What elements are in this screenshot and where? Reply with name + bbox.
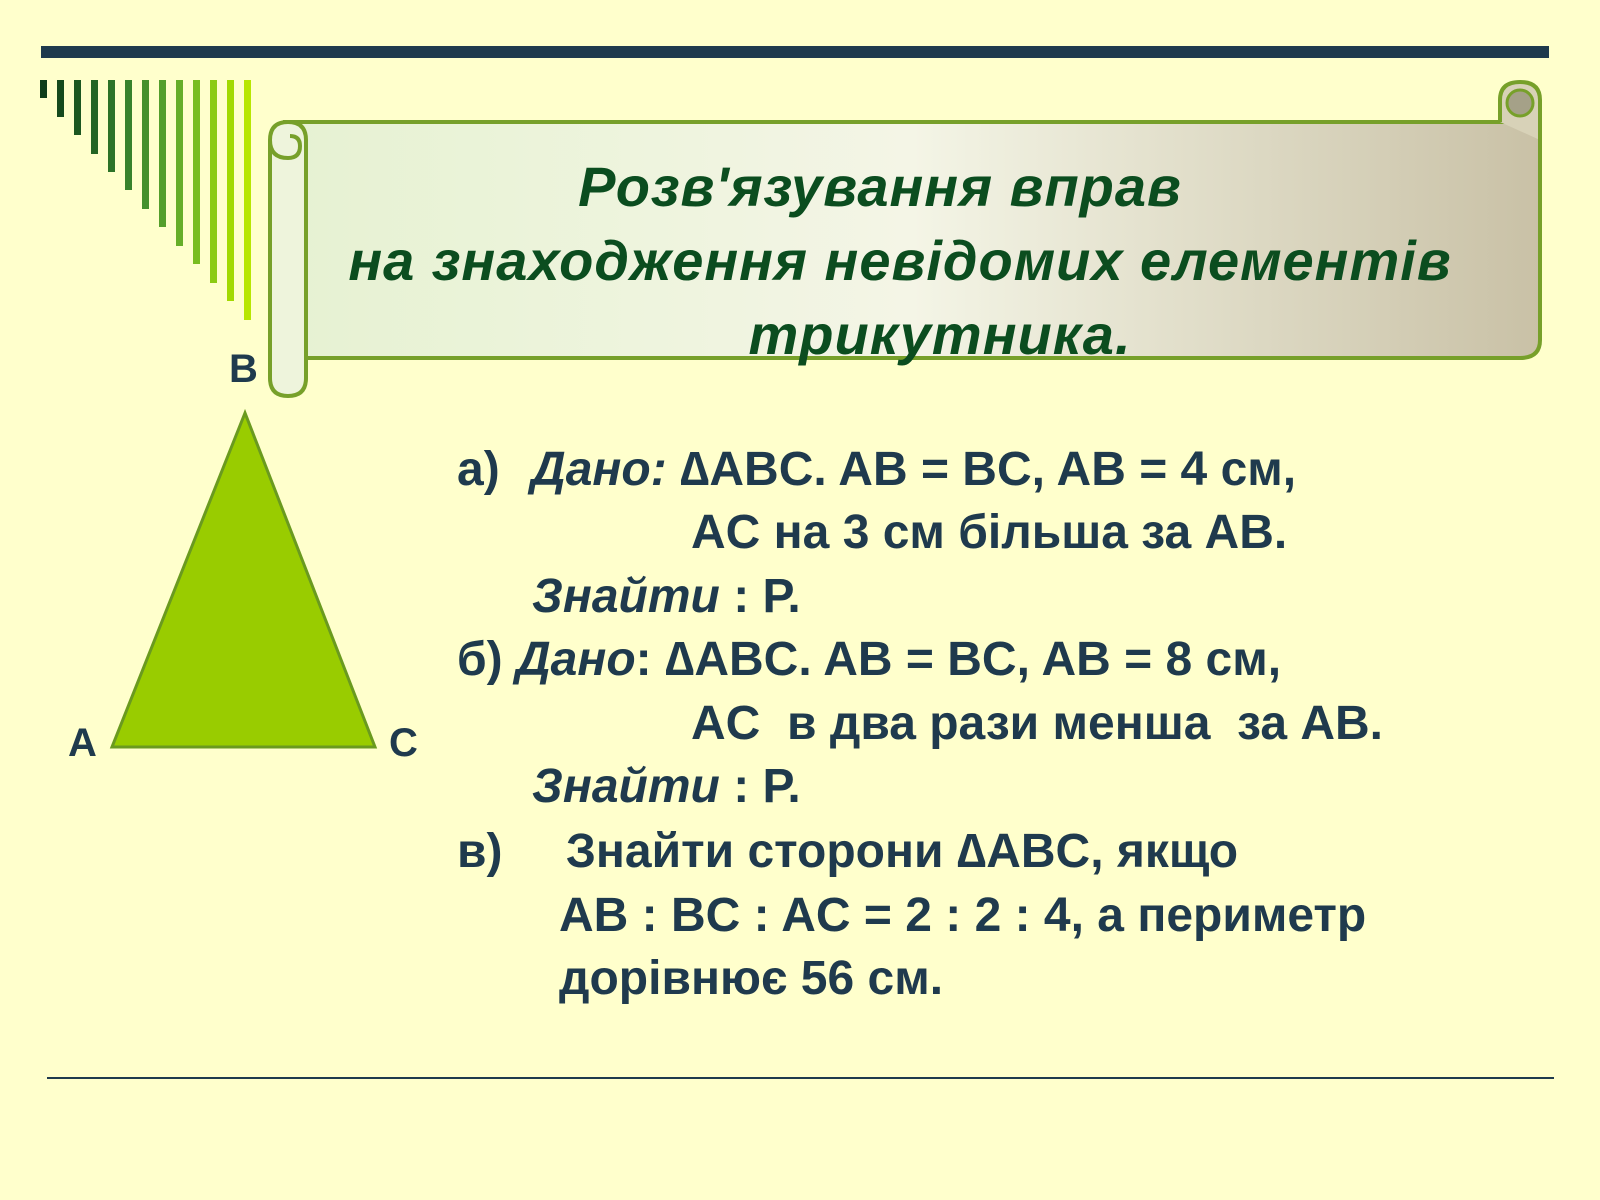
task-c-line-1 [457,824,1238,880]
task-c-marker: в) [457,825,503,878]
task-b-given-text: : ∆ABC. AB = BC, AB = 8 см, [635,633,1282,686]
task-b-marker: б) [457,633,503,686]
task-a-line-2: AC на 3 см більша за AB. [691,506,1288,559]
task-b-line-2: AC в два рази менша за AB. [691,697,1384,750]
vertex-label-b: B [229,347,258,391]
task-c-line-2: AB : BC : AC = 2 : 2 : 4, а периметр [559,889,1367,942]
task-a-find-label: Знайти [532,570,720,623]
task-a-marker: а) [457,443,500,496]
task-c-line-3: дорівнює 56 см. [559,952,944,1005]
slide-title [300,150,1500,372]
task-a-given [457,442,1296,498]
title-line-3: трикутника. [748,303,1132,366]
task-b-given-label: Дано [515,633,636,686]
title-line-2: на знаходження невідомих елементів [348,229,1452,292]
task-a-given-label: Дано: [531,443,667,496]
task-a-find-text: : Р. [719,570,801,623]
task-b-find-label: Знайти [532,760,720,813]
task-c-line-1-text: Знайти сторони ∆ABC, якщо [565,825,1239,878]
triangle-figure [0,0,440,800]
task-b-find-text: : Р. [719,760,801,813]
task-b-given [457,632,1281,688]
bottom-rule [47,1077,1554,1079]
task-a-given-text: ∆ABC. AB = BC, AB = 4 см, [666,443,1297,496]
task-a-find [532,569,801,625]
task-b-find [532,759,801,815]
triangle-abc [112,413,375,747]
title-line-1: Розв'язування вправ [578,155,1182,218]
vertex-label-c: C [389,721,418,765]
vertex-label-a: A [68,721,97,765]
